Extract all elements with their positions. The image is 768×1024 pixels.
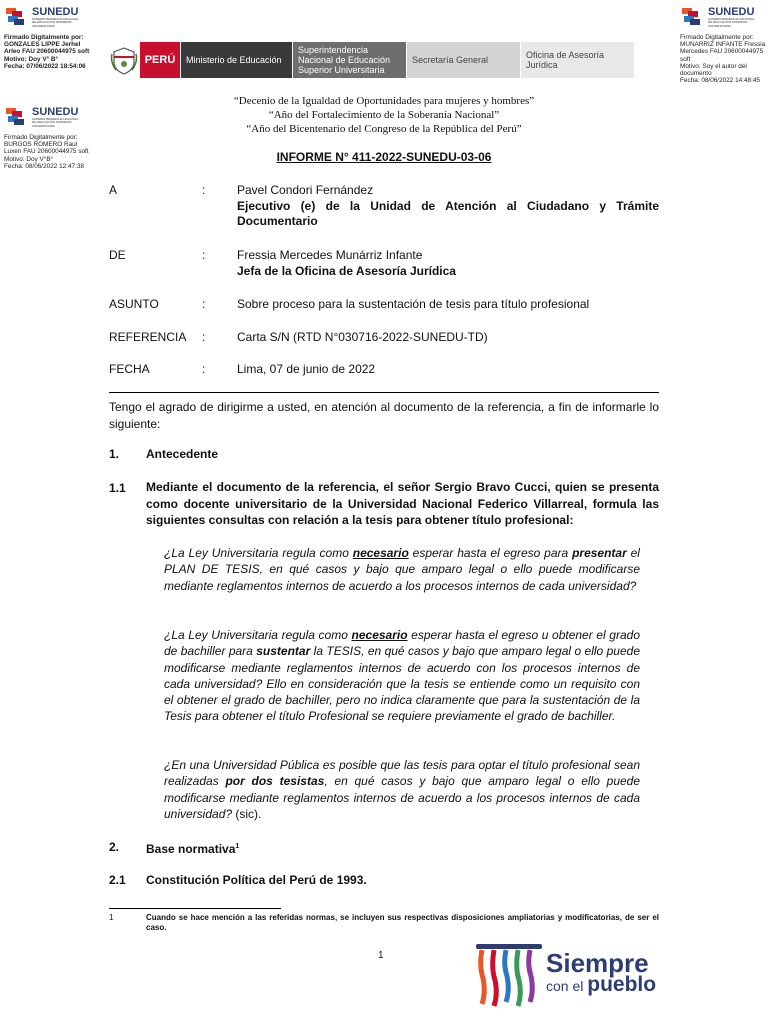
secretaria-label: Secretaría General bbox=[406, 42, 520, 78]
header-key: DE bbox=[109, 248, 126, 262]
ministry-label: Ministerio de Educación bbox=[180, 42, 292, 78]
stamp-line: Fecha: 08/06/2022 14:48:45 bbox=[680, 77, 760, 85]
quote-emphasis: necesario bbox=[351, 628, 408, 642]
subject-value: Sobre proceso para la sustentación de tesis para título profesional bbox=[237, 297, 590, 311]
recipient-name: Pavel Condori Fernández bbox=[237, 183, 374, 197]
section-number: 2.1 bbox=[109, 873, 126, 887]
decree-line: “Decenio de la Igualdad de Oportunidades para mujeres y hombres” bbox=[233, 95, 535, 107]
decree-header bbox=[0, 94, 768, 136]
decree-line: “Año del Fortalecimiento de la Soberanía Nacional” bbox=[268, 109, 500, 121]
quote-text: ¿La Ley Universitaria regula como bbox=[164, 628, 352, 642]
footnote-ref[interactable]: 1 bbox=[235, 843, 240, 850]
quote-text: ¿En una Universidad Pública es posible que las tesis para optar el título profesional sean realizadas bbox=[164, 758, 640, 789]
quote-3 bbox=[164, 757, 640, 822]
page-number: 1 bbox=[378, 950, 384, 961]
brand-subtitle: SUPERINTENDENCIA NACIONAL DE EDUCACIÓN SUPERIOR UNIVERSITARIA bbox=[32, 17, 79, 28]
slogan-line-1: Siempre bbox=[546, 948, 649, 978]
quote-text: el PLAN DE TESIS, en qué casos y bajo que amparo legal o ello puede modificarse mediante reglamentos internos de acuerdo a los procesos internos de cada universidad? bbox=[164, 546, 640, 593]
slogan-emblem-icon bbox=[474, 942, 544, 1010]
footnote-text: Cuando se hace mención a las referidas normas, se incluyen sus respectivas disposiciones ampliatorias y modificatorias, de ser el caso. bbox=[146, 913, 659, 932]
stamp-line: Motivo: Doy V° B° bbox=[4, 55, 59, 63]
quote-text: ¿La Ley Universitaria regula como bbox=[164, 546, 353, 560]
header-key: A bbox=[109, 183, 118, 197]
sunedu-logo bbox=[680, 6, 766, 30]
header-key: REFERENCIA bbox=[109, 330, 187, 344]
stamp-line: Mercedes FAU 20600044975 soft bbox=[680, 48, 764, 63]
superintendencia-label: Superintendencia Nacional de Educación Superior Universitaria bbox=[292, 42, 406, 78]
stamp-line: Firmado Digitalmente por: bbox=[4, 134, 78, 141]
recipient-role: Ejecutivo (e) de la Unidad de Atención al Ciudadano y Trámite Documentario bbox=[237, 198, 659, 228]
slogan-line-2 bbox=[546, 973, 657, 996]
decree-line: “Año del Bicentenario del Congreso de la República del Perú” bbox=[246, 123, 522, 135]
slogan-word: pueblo bbox=[587, 973, 657, 996]
quote-emphasis: necesario bbox=[352, 546, 409, 560]
brand-name: SUNEDU bbox=[708, 6, 755, 18]
section-title: Base normativa bbox=[146, 842, 236, 856]
report-title bbox=[0, 150, 768, 164]
stamp-line: Motivo: Soy el autor del bbox=[680, 62, 747, 70]
quote-text: , en qué casos y bajo que amparo legal o ello puede modificarse mediante reglamentos internos de acuerdo a los procesos internos de cada universidad? bbox=[164, 774, 641, 821]
section-number: 1.1 bbox=[109, 481, 126, 495]
quote-text: esperar hasta el egreso para bbox=[408, 546, 573, 560]
section-number: 2. bbox=[109, 840, 120, 854]
oficina-label: Oficina de Asesoría Jurídica bbox=[520, 42, 634, 78]
peru-label: PERÚ bbox=[140, 42, 180, 78]
brand-name: SUNEDU bbox=[32, 6, 79, 18]
header-row-referencia bbox=[109, 330, 659, 346]
quote-2 bbox=[164, 627, 640, 725]
stamp-line: Fecha: 07/06/2022 18:54:06 bbox=[4, 62, 86, 70]
brand-subtitle: SUPERINTENDENCIA NACIONAL DE EDUCACIÓN SUPERIOR UNIVERSITARIA bbox=[708, 17, 755, 28]
header-key: ASUNTO bbox=[109, 297, 159, 311]
footnote-mark: 1 bbox=[109, 913, 114, 922]
institutional-banner bbox=[108, 42, 634, 78]
stamp-line: documento bbox=[680, 70, 712, 78]
section-2-1-heading bbox=[109, 872, 659, 888]
brand-name: SUNEDU bbox=[32, 106, 79, 118]
quote-text: la TESIS, en qué casos y bajo que amparo legal o ello puede modificarse mediante reglamentos internos de acuerdo con los procesos internos de cada universidad? Ello en consideración que la tesis se entiende como un requisito con el obtener el grado de bachiller, pero no indica claramente que para la sustentación de la Tesis para obtener el título Profesional se requiere previamente el grado de bachiller. bbox=[164, 644, 640, 724]
signature-stamp-top-right bbox=[680, 6, 766, 84]
header-colon: : bbox=[202, 330, 206, 344]
header-colon: : bbox=[202, 183, 206, 197]
header-row-fecha bbox=[109, 362, 659, 378]
stamp-line: BURGOS ROMERO Raul bbox=[4, 141, 78, 149]
section-1-1-text: Mediante el documento de la referencia, el señor Sergio Bravo Cucci, quien se presenta como docente universitario de la Universidad Nacional Federico Villarreal, formula las siguientes consultas con relación a la tesis para obtener título profesional: bbox=[146, 480, 659, 527]
sender-role: Jefa de la Oficina de Asesoría Jurídica bbox=[237, 263, 456, 278]
section-title: Antecedente bbox=[146, 447, 219, 461]
reference-value: Carta S/N (RTD N°030716-2022-SUNEDU-TD) bbox=[237, 330, 488, 344]
quote-emphasis: sustentar bbox=[256, 644, 311, 659]
header-divider bbox=[109, 392, 659, 393]
coat-of-arms-icon bbox=[108, 42, 140, 78]
date-value: Lima, 07 de junio de 2022 bbox=[237, 362, 376, 376]
header-row-a bbox=[109, 183, 659, 231]
stamp-line: Fecha: 08/06/2022 12:47:38 bbox=[4, 162, 84, 170]
sunedu-logo-icon bbox=[680, 6, 706, 30]
header-colon: : bbox=[202, 362, 206, 376]
header-row-de bbox=[109, 248, 659, 280]
footnote-divider bbox=[109, 908, 281, 909]
stamp-line: GONZALES LIPPE Jerhel bbox=[4, 41, 81, 49]
signature-stamp-top-left bbox=[4, 6, 96, 70]
stamp-line: Luxen FAU 20600044975 soft bbox=[4, 148, 89, 156]
quote-emphasis: por dos tesistas bbox=[225, 774, 325, 789]
slogan-word: con el bbox=[546, 978, 584, 994]
sunedu-logo bbox=[4, 6, 96, 30]
sender-name: Fressia Mercedes Munárriz Infante bbox=[237, 248, 423, 262]
siempre-con-el-pueblo-logo bbox=[474, 942, 674, 1012]
stamp-line: MUNARRIZ INFANTE Fressia bbox=[680, 41, 766, 49]
brand-subtitle: SUPERINTENDENCIA NACIONAL DE EDUCACIÓN SUPERIOR UNIVERSITARIA bbox=[32, 117, 79, 128]
quote-emphasis: presentar bbox=[572, 546, 627, 560]
section-number: 1. bbox=[109, 447, 120, 461]
section-1-heading bbox=[109, 446, 659, 462]
section-title: Constitución Política del Perú de 1993. bbox=[146, 873, 367, 887]
stamp-line: Firmado Digitalmente por: bbox=[4, 34, 84, 41]
quote-text: esperar hasta el egreso u obtener el grado de bachiller para bbox=[164, 628, 640, 659]
section-2-heading bbox=[109, 839, 659, 855]
header-colon: : bbox=[202, 248, 206, 262]
stamp-line: Arleo FAU 20600044975 soft bbox=[4, 48, 90, 56]
stamp-line: Motivo: Doy V°B° bbox=[4, 155, 54, 163]
report-title-text: INFORME N° 411-2022-SUNEDU-03-06 bbox=[276, 150, 492, 164]
sunedu-logo-icon bbox=[4, 6, 30, 30]
stamp-line: Firmado Digitalmente por: bbox=[680, 34, 754, 41]
header-colon: : bbox=[202, 297, 206, 311]
sic-note: (sic). bbox=[232, 806, 262, 821]
quote-1 bbox=[164, 545, 640, 594]
header-key: FECHA bbox=[109, 362, 150, 376]
intro-paragraph: Tengo el agrado de dirigirme a usted, en atención al documento de la referencia, a fin de informarle lo siguiente: bbox=[109, 400, 659, 431]
header-row-asunto bbox=[109, 297, 659, 313]
